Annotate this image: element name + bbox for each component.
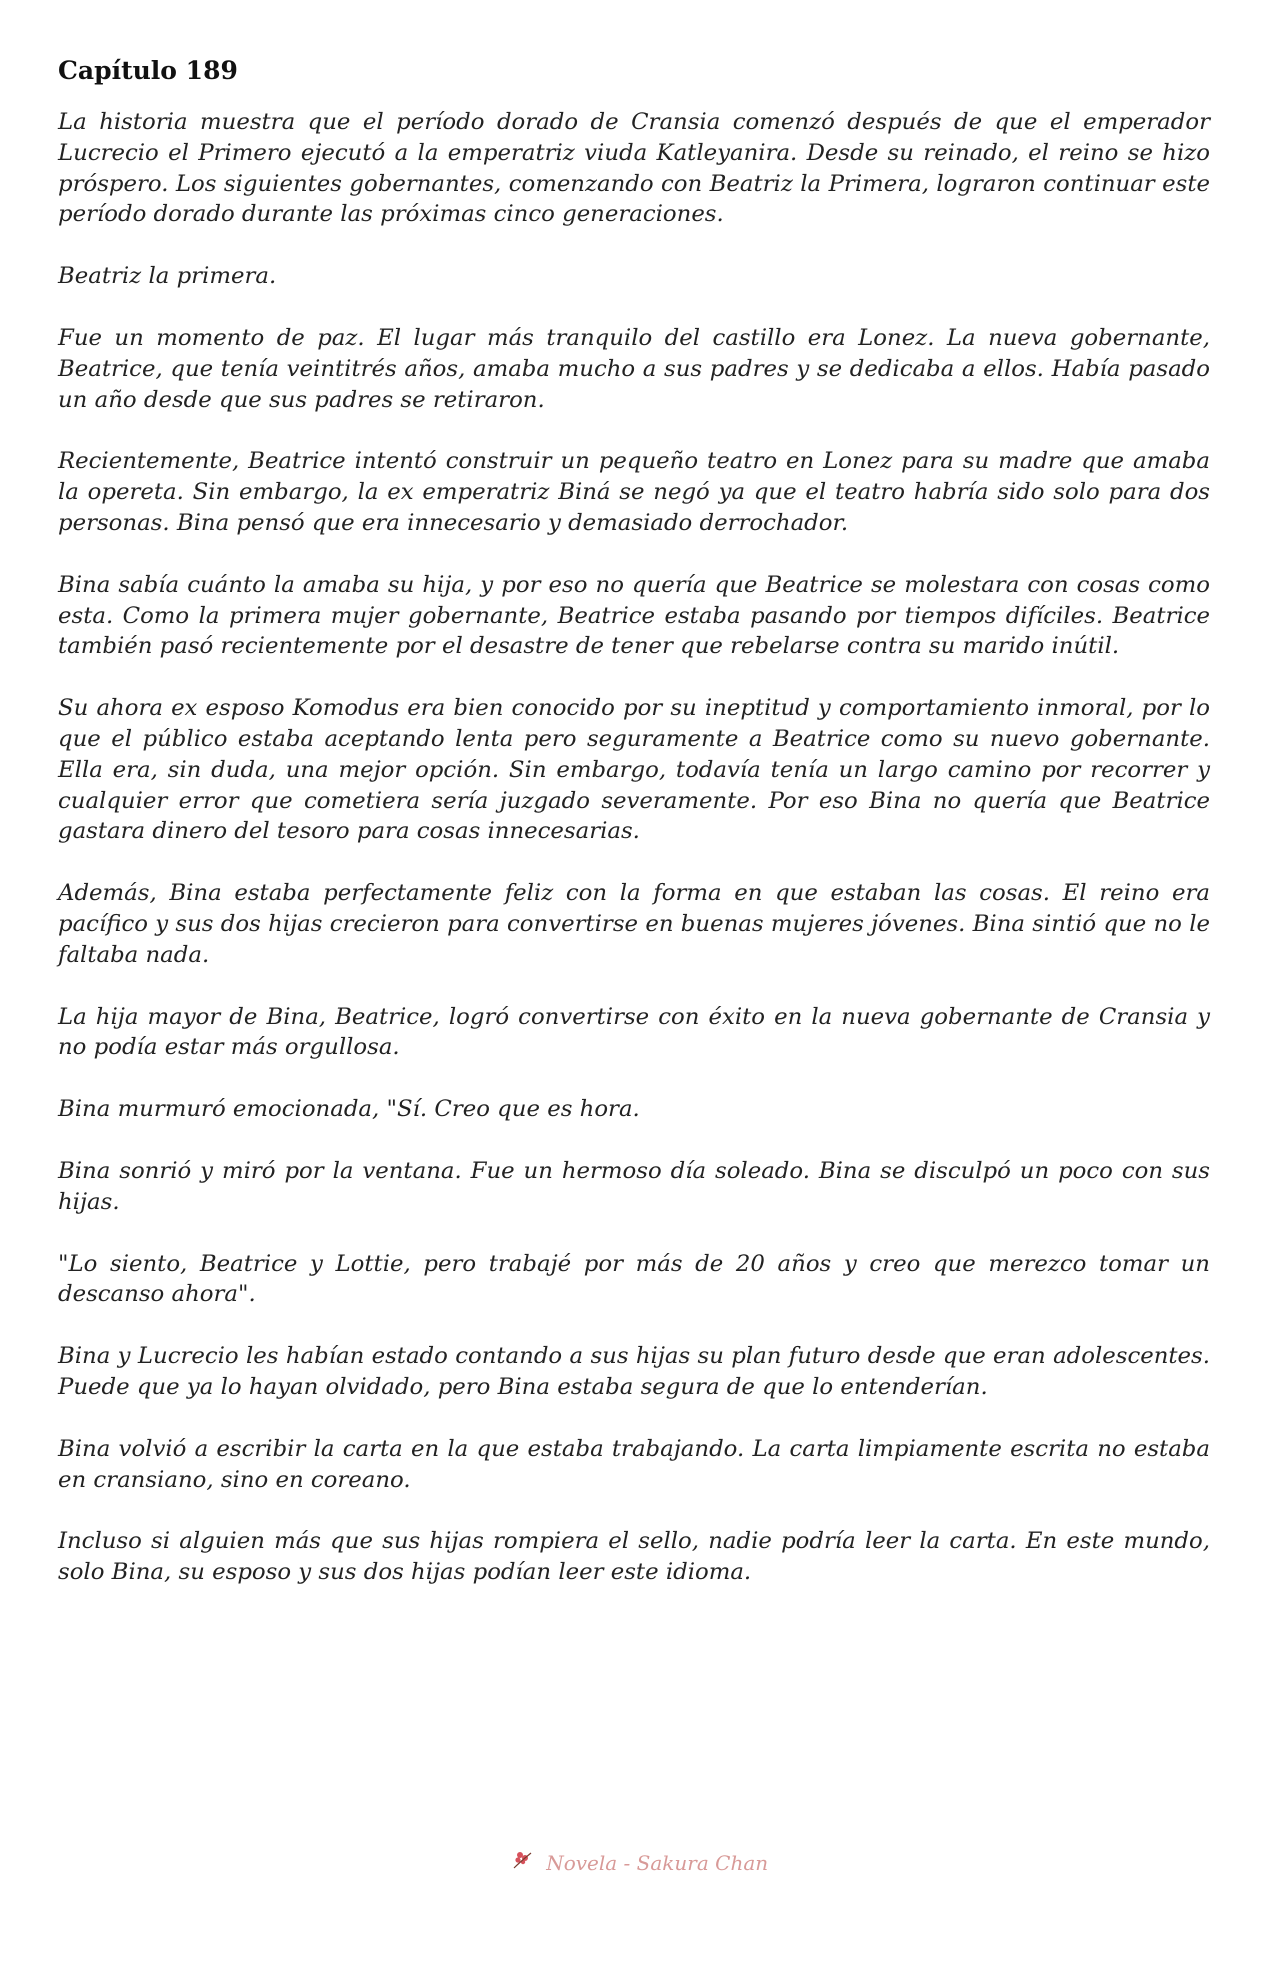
paragraph-12: Bina y Lucrecio les habían estado contando a sus hijas su plan futuro desde que eran adolescentes. Puede que ya lo hayan olvidado, pero Bina estaba segura de que lo entenderían.	[58, 1343, 1210, 1400]
chapter-title: Capítulo 189	[58, 56, 238, 85]
paragraph-13: Bina volvió a escribir la carta en la que estaba trabajando. La carta limpiamente escrita no estaba en cransiano, sino en coreano.	[58, 1435, 1210, 1493]
paragraph-10: Bina sonrió y miró por la ventana. Fue un hermoso día soleado. Bina se disculpó un poco con sus hijas.	[58, 1157, 1210, 1215]
paragraph-5: Bina sabía cuánto la amaba su hija, y por eso no quería que Beatrice se molestara con cosas como esta. Como la primera mujer gobernante, Beatrice estaba pasando por tiempos difíciles. Beatrice también pasó recientemente por el desastre de tener que rebelarse contra su marido inútil.	[58, 571, 1210, 660]
paragraph-14: Incluso si alguien más que sus hijas rompiera el sello, nadie podría leer la carta. En este mundo, solo Bina, su esposo y sus dos hijas podían leer este idioma.	[58, 1528, 1210, 1586]
paragraph-8: La hija mayor de Bina, Beatrice, logró convertirse con éxito en la nueva gobernante de Cransia y no podía estar más orgullosa.	[58, 1003, 1210, 1061]
footer-watermark	[0, 1850, 1280, 1875]
paragraph-2: Beatriz la primera.	[58, 263, 277, 290]
watermark-text: Novela - Sakura Chan	[546, 1851, 769, 1875]
paragraph-3: Fue un momento de paz. El lugar más tranquilo del castillo era Lonez. La nueva gobernante, Beatrice, que tenía veintitrés años, amaba mucho a sus padres y se dedicaba a ellos. Había pasado un año desde que sus padres se retiraron.	[58, 324, 1210, 413]
document-page	[58, 56, 1210, 1619]
paragraph-9: Bina murmuró emocionada, "Sí. Creo que es hora.	[58, 1096, 640, 1123]
paragraph-6: Su ahora ex esposo Komodus era bien conocido por su ineptitud y comportamiento inmoral, por lo que el público estaba aceptando lenta pero seguramente a Beatrice como su nuevo gobernante. Ella era, sin duda, una mejor opción. Sin embargo, todavía tenía un largo camino por recorrer y cualquier error que cometiera sería juzgado severamente. Por eso Bina no quería que Beatrice gastara dinero del tesoro para cosas innecesarias.	[58, 695, 1210, 845]
paragraph-7: Además, Bina estaba perfectamente feliz con la forma en que estaban las cosas. El reino era pacífico y sus dos hijas crecieron para convertirse en buenas mujeres jóvenes. Bina sintió que no le faltaba nada.	[58, 880, 1210, 968]
paragraph-1: La historia muestra que el período dorado de Cransia comenzó después de que el emperador Lucrecio el Primero ejecutó a la emperatriz viuda Katleyanira. Desde su reinado, el reino se hizo próspero. Los siguientes gobernantes, comenzando con Beatriz la Primera, lograron continuar este período dorado durante las próximas cinco generaciones.	[58, 109, 1210, 228]
paragraph-11: "Lo siento, Beatrice y Lottie, pero trabajé por más de 20 años y creo que merezco tomar un descanso ahora".	[58, 1250, 1210, 1308]
paragraph-4: Recientemente, Beatrice intentó construir un pequeño teatro en Lonez para su madre que amaba la opereta. Sin embargo, la ex emperatriz Biná se negó ya que el teatro habría sido solo para dos personas. Bina pensó que era innecesario y demasiado derrochador.	[58, 448, 1210, 536]
sakura-flower-icon	[512, 1850, 534, 1875]
